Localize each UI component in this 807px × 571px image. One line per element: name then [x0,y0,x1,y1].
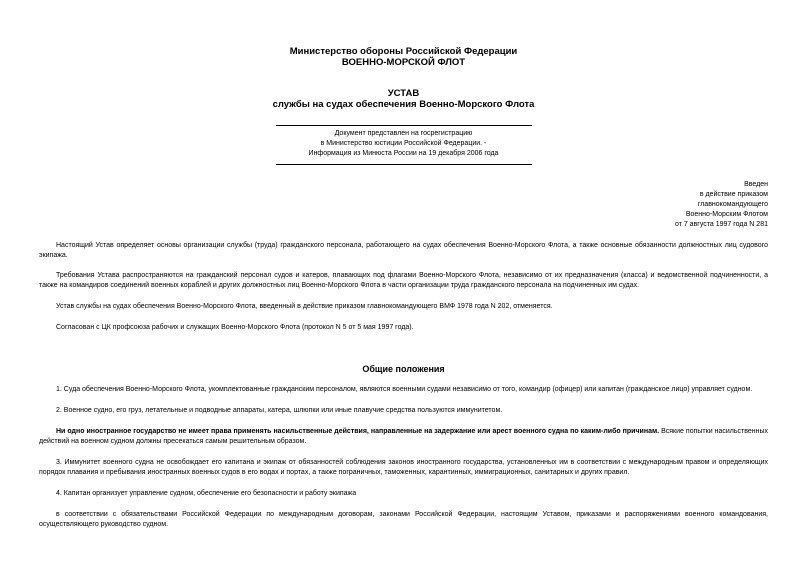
section-item-4a [39,510,768,529]
section-title: Общие положения [362,364,445,374]
bold-statement-tail: Всякие попытки насильственных действий на военном судном должны пресекаться самым решительным образом. [39,428,769,445]
ministry-heading: Министерство обороны Российской Федерации [289,46,518,57]
fleet-heading: ВОЕННО-МОРСКОЙ ФЛОТ [341,57,466,68]
doc-type-heading: УСТАВ [387,88,420,99]
intro-paragraph-2 [39,271,768,290]
bold-statement: Ни одно иностранное государство не имеет права применять насильственные действия, направленные на задержание или арест военного судна по каким-либо причинам. [56,428,660,435]
enactment-line-5: от 7 августа 1997 года N 281 [674,221,768,228]
registration-line-2: в Министерство юстиции Российской Федерации. - [320,140,487,147]
section-item-4-text: 4. Капитан организует управление судном, обеспечение его безопасности и работу экипажа [56,490,357,497]
intro-paragraph-3-text: Устав службы на судах обеспечения Военно-Морского Флота, введенный в действие приказом главнокомандующего ВМФ 1978 года N 202, отменяется. [56,303,553,310]
section-item-1-text: 1. Суда обеспечения Военно-Морского Флота, укомплектованные гражданским персоналом, являются военными судами независимо от того, командир (офицер) или капитан (гражданское лицо) управляет судном. [56,386,753,393]
intro-paragraph-4-text: Согласован с ЦК профсоюза рабочих и служащих Военно-Морского Флота (протокол N 5 от 5 мая 1997 года). [56,324,414,331]
section-item-3 [39,458,768,477]
section-item-2-text: 2. Военное судно, его груз, летательные и подводные аппараты, катера, шлюпки или иные плавучие средства пользуются иммунитетом. [56,407,503,414]
section-bold-paragraph [39,427,768,446]
enactment-line-1: Введен [744,181,768,188]
intro-paragraph-3 [39,302,768,312]
doc-title-heading: службы на судах обеспечения Военно-Морского Флота [272,99,535,110]
intro-paragraph-2-text: Требования Устава распространяются на гражданский персонал судов и катеров, плавающих под флагами Военно-Морского Флота, независимо от их предназначения (класса) и ведомственной подчиненности, а также на командиров соединений военных кораблей и других должностных лиц Военно-Морского Флота в части организации труда гражданского персонала на подчиненных им судах. [39,272,768,289]
section-item-2 [39,406,768,416]
registration-line-1: Документ представлен на госрегистрацию [334,130,473,137]
divider-bottom [276,164,532,165]
intro-paragraph-1-text: Настоящий Устав определяет основы организации службы (труда) гражданского персонала, работающего на судах обеспечения Военно-Морского Флота, а также основные обязанности должностных лиц судового экипажа. [39,242,768,259]
divider-top [276,125,532,126]
enactment-line-2: в действие приказом [699,191,768,198]
section-item-1 [39,385,768,395]
section-item-3-text: 3. Иммунитет военного судна не освобождает его капитана и экипаж от обязанностей соблюдения законов иностранного государства, установленных им в соответствии с международным правом и определяющих порядок плавания и пребывания иностранных военных судов в его водах и портах, а также пограничных, таможенных, карантинных, иммиграционных, санитарных и других правил. [39,459,768,476]
section-item-4a-text: в соответствии с обязательствами Российской Федерации по международным договорам, законами Российской Федерации, настоящим Уставом, приказами и распоряжениями военного командования, осуществляющего руководство судном. [39,511,768,528]
enactment-line-4: Военно-Морским Флотом [685,211,768,218]
enactment-line-3: главнокомандующего [697,201,768,208]
section-item-4 [39,489,768,499]
registration-line-3: Информация из Минюста России на 19 декабря 2006 года [308,150,499,157]
intro-paragraph-4 [39,323,768,333]
intro-paragraph-1 [39,241,768,260]
